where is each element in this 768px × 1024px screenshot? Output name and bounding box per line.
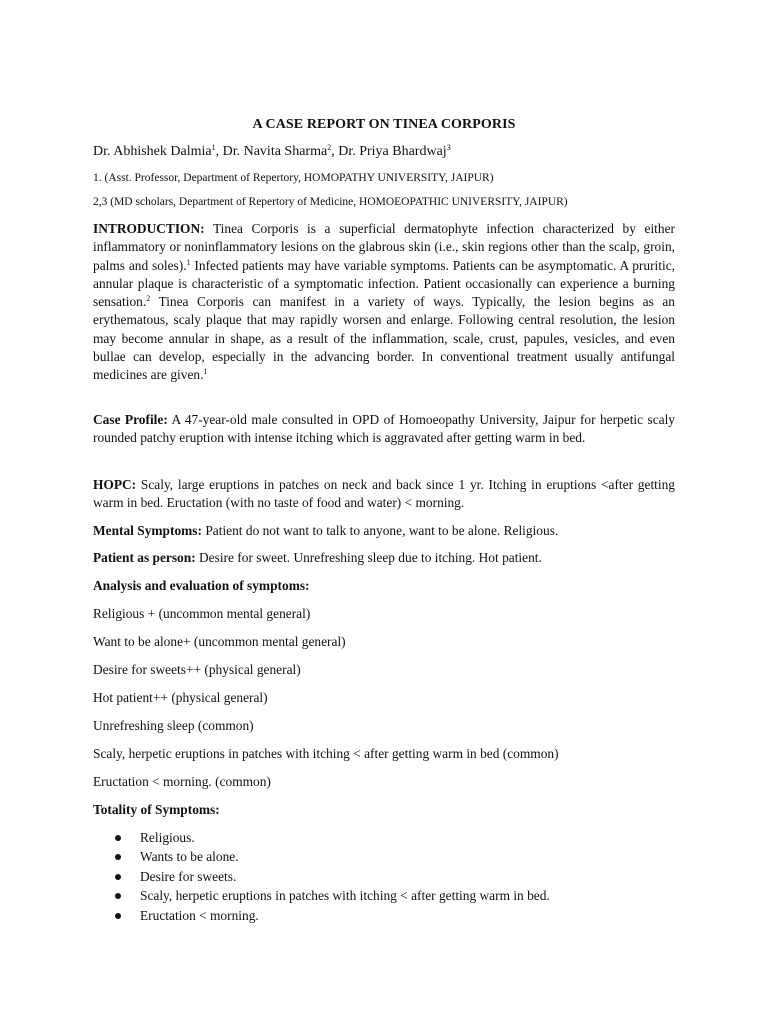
bullet-icon xyxy=(115,854,121,860)
analysis-item: Scaly, herpetic eruptions in patches with itching < after getting warm in bed (common) xyxy=(93,746,559,761)
bullet-icon xyxy=(115,893,121,899)
citation-superscript: 1 xyxy=(203,367,208,377)
author-name: Dr. Navita Sharma xyxy=(222,144,328,159)
author-line xyxy=(93,143,451,161)
citation-superscript: 2 xyxy=(146,294,151,304)
analysis-item: Hot patient++ (physical general) xyxy=(93,690,268,705)
introduction-heading: INTRODUCTION: xyxy=(93,221,205,236)
analysis-item: Eructation < morning. (common) xyxy=(93,774,271,789)
totality-item-text: Religious. xyxy=(140,830,195,845)
author-name: Dr. Priya Bhardwaj xyxy=(338,144,447,159)
case-profile-text: A 47-year-old male consulted in OPD of Homoeopathy University, Jaipur for herpetic scaly rounded patchy eruption with intense itching which is aggravated after getting warm in bed. xyxy=(93,412,676,446)
analysis-item: Desire for sweets++ (physical general) xyxy=(93,662,301,677)
introduction-paragraph xyxy=(93,220,675,385)
citation-superscript: 1 xyxy=(186,257,191,267)
totality-list-item xyxy=(93,886,550,905)
introduction-text: Infected patients may have variable symptoms. Patients can be asymptomatic. A pruritic, annular plaque is characteristic of a symptomatic infection. Patient occasionally can experience a burning sensation. xyxy=(93,257,675,310)
bullet-icon xyxy=(115,913,121,919)
patient-as-person-line xyxy=(93,549,542,567)
hopc-text: Scaly, large eruptions in patches on neck and back since 1 yr. Itching in eruptions <after getting warm in bed. Eructation (with no taste of food and water) < morning. xyxy=(93,477,675,511)
hopc-heading: HOPC: xyxy=(93,477,137,492)
totality-list-item xyxy=(93,867,550,886)
author-name: Dr. Abhishek Dalmia xyxy=(93,144,212,159)
analysis-item: Religious + (uncommon mental general) xyxy=(93,606,311,621)
totality-item-text: Desire for sweets. xyxy=(140,868,237,884)
mental-symptoms-line xyxy=(93,522,558,540)
author-separator: , xyxy=(215,144,223,159)
case-profile-paragraph xyxy=(93,411,675,448)
analysis-item: Unrefreshing sleep (common) xyxy=(93,718,254,733)
hopc-paragraph xyxy=(93,476,675,513)
totality-list-item xyxy=(93,828,550,847)
totality-list-item xyxy=(93,847,550,866)
totality-item-text: Eructation < morning. xyxy=(140,907,259,923)
affiliation-1: 1. (Asst. Professor, Department of Repertory, HOMOPATHY UNIVERSITY, JAIPUR) xyxy=(93,172,494,184)
author-separator: , xyxy=(331,144,339,159)
introduction-text: Tinea Corporis is a superficial dermatophyte infection characterized by either inflammatory or noninflammatory lesions on the glabrous skin (i.e., skin regions other than the scalp, groin, palms and soles). xyxy=(93,221,675,273)
totality-item-text: Scaly, herpetic eruptions in patches with itching < after getting warm in bed. xyxy=(140,888,550,904)
author-superscript: 1 xyxy=(211,143,216,152)
document-title: A CASE REPORT ON TINEA CORPORIS xyxy=(252,117,516,132)
totality-heading: Totality of Symptoms: xyxy=(93,802,220,817)
totality-list-item xyxy=(93,906,550,925)
author-superscript: 2 xyxy=(327,143,332,152)
patient-as-person-heading: Patient as person: xyxy=(93,550,196,565)
bullet-icon xyxy=(115,874,121,880)
totality-item-text: Wants to be alone. xyxy=(140,849,239,865)
affiliation-2: 2,3 (MD scholars, Department of Repertory of Medicine, HOMOEOPATHIC UNIVERSITY, JAIPUR) xyxy=(93,196,568,208)
analysis-item: Want to be alone+ (uncommon mental general) xyxy=(93,634,346,649)
author-superscript: 3 xyxy=(446,143,451,152)
totality-list xyxy=(93,828,550,925)
patient-as-person-text: Desire for sweet. Unrefreshing sleep due to itching. Hot patient. xyxy=(195,550,542,565)
mental-symptoms-text: Patient do not want to talk to anyone, want to be alone. Religious. xyxy=(201,523,559,538)
analysis-heading: Analysis and evaluation of symptoms: xyxy=(93,578,310,593)
bullet-icon xyxy=(115,835,121,841)
case-profile-heading: Case Profile: xyxy=(93,412,168,427)
introduction-text: Tinea Corporis can manifest in a variety of ways. Typically, the lesion begins as an erythematous, scaly plaque that may rapidly worsen and enlarge. Following central resolution, the lesion may become annular in shape, as a result of the inflammation, scale, crust, papules, vesicles, and even bullae can develop, especially in the advancing border. In conventional treatment usually antifungal medicines are given. xyxy=(93,294,675,383)
mental-symptoms-heading: Mental Symptoms: xyxy=(93,523,202,538)
